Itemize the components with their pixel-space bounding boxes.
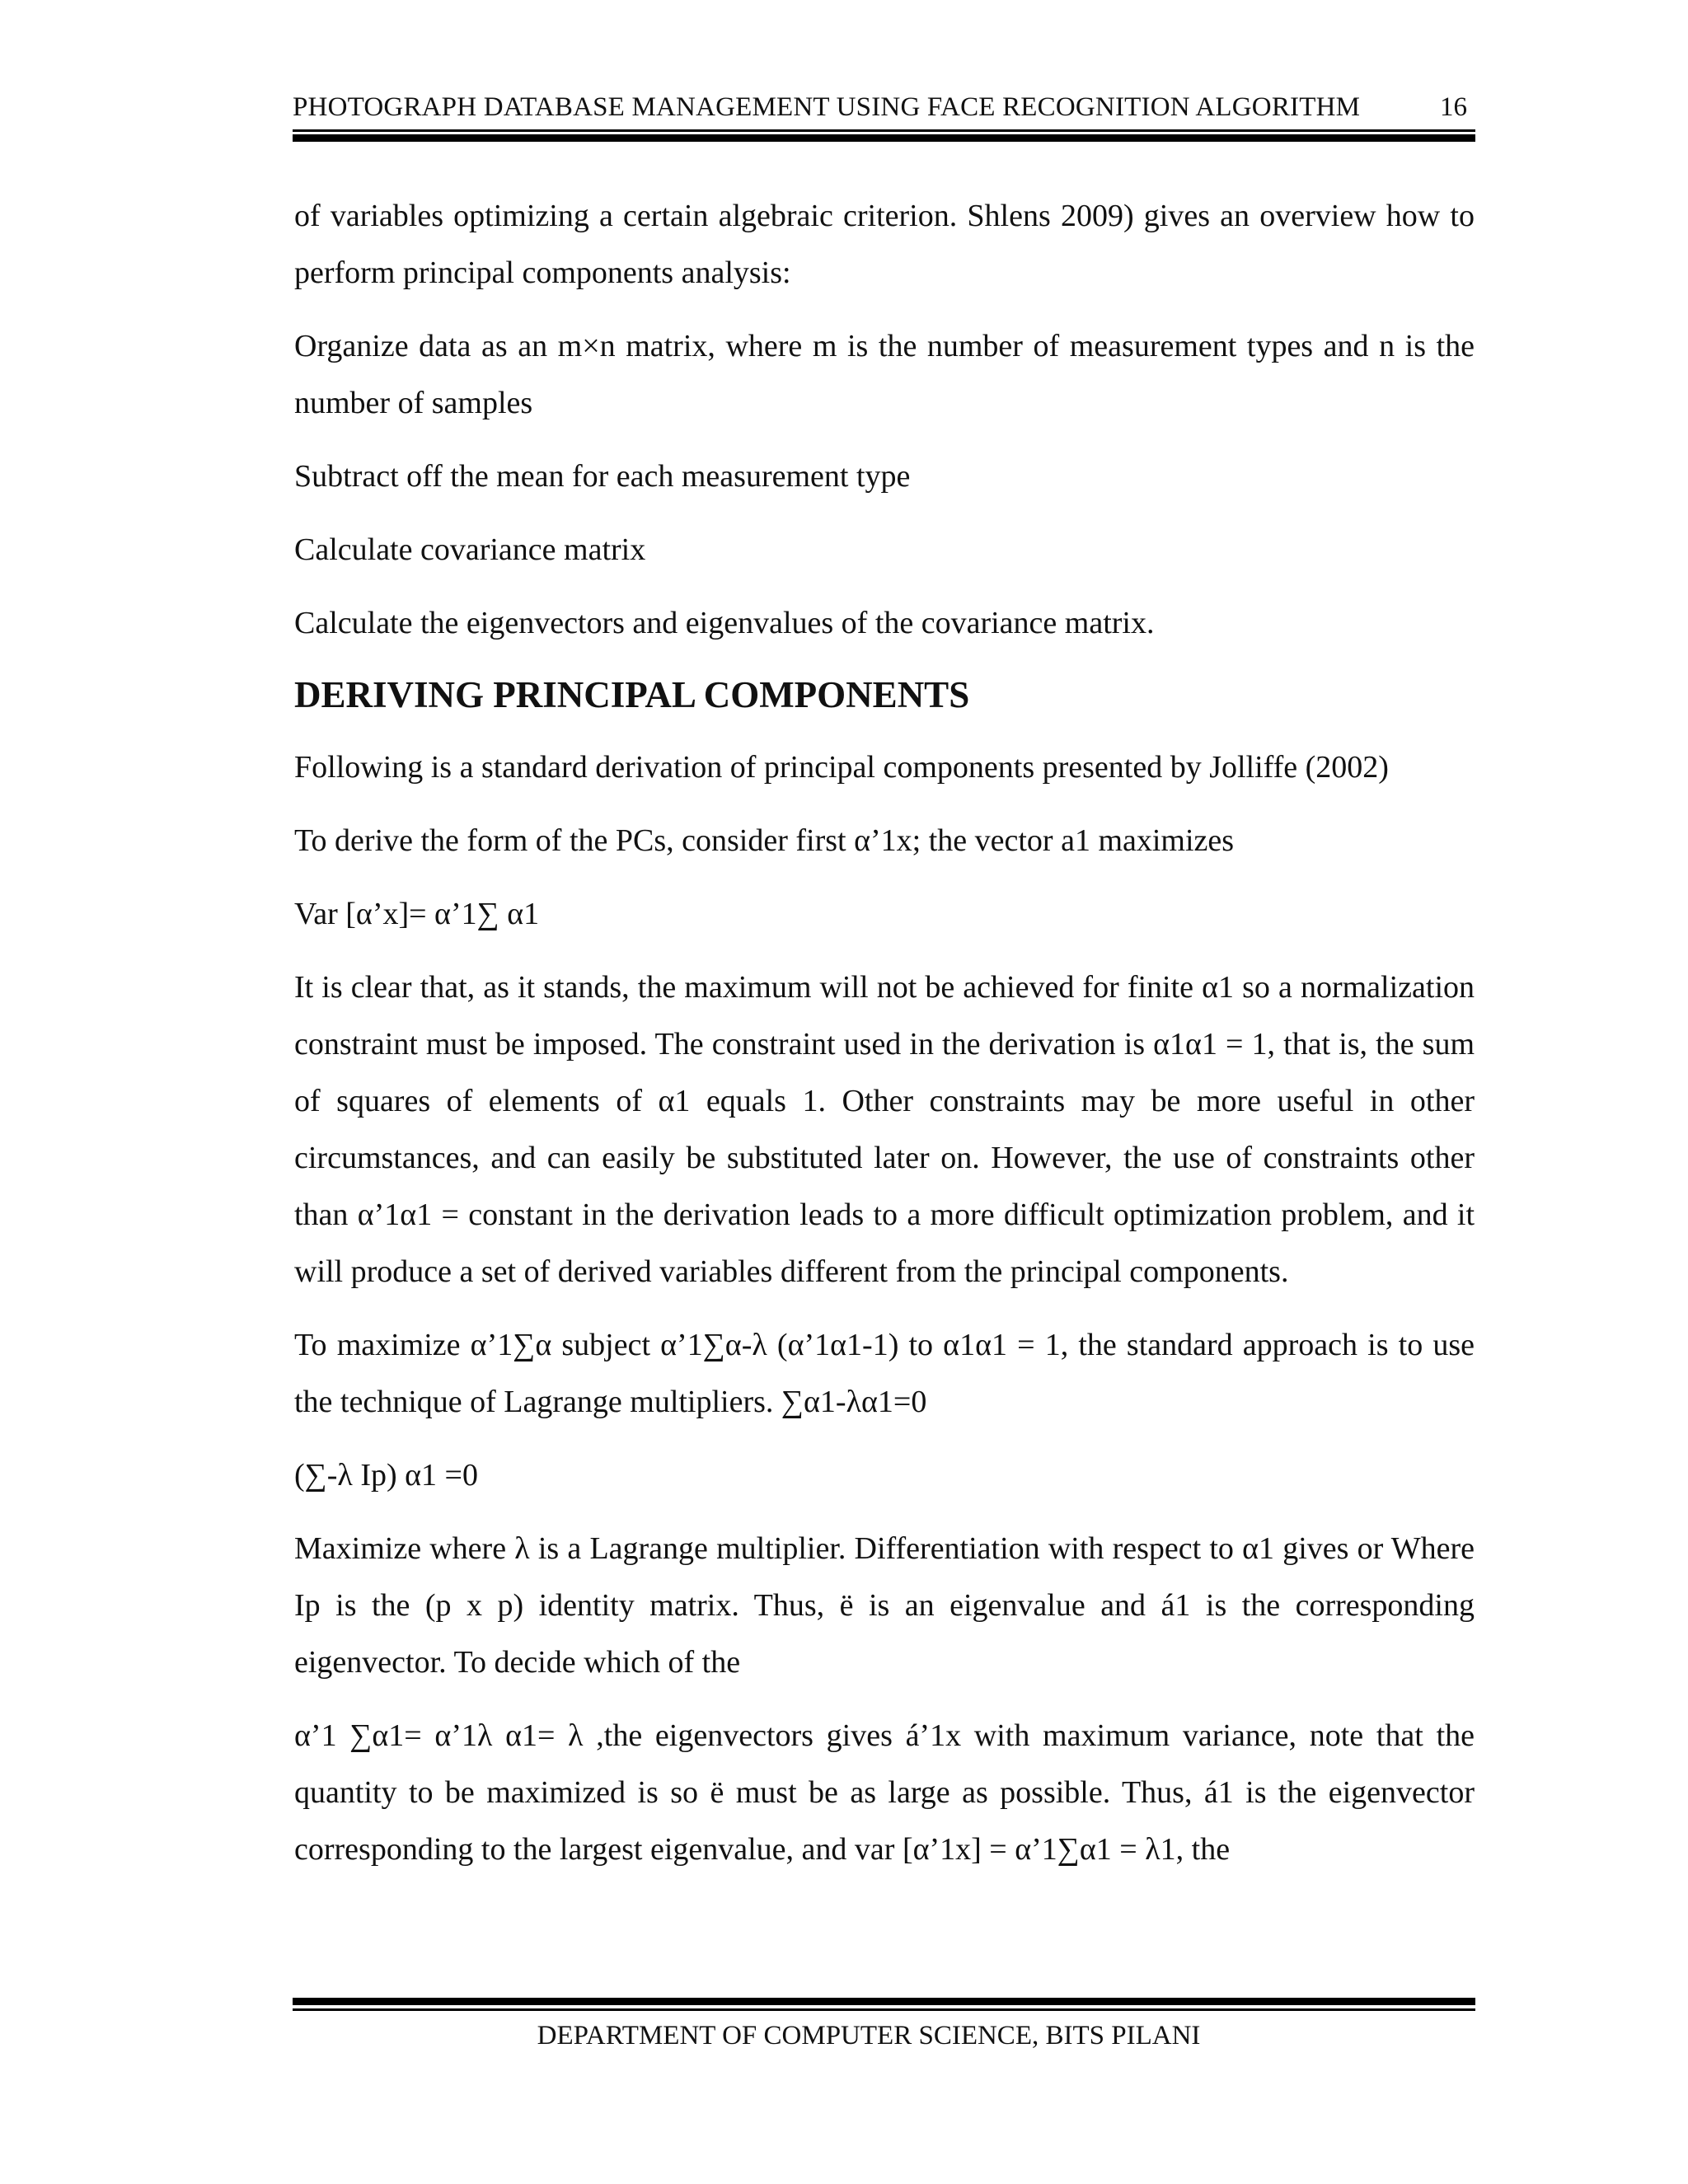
header-rule-thin (293, 129, 1475, 132)
section-heading: DERIVING PRINCIPAL COMPONENTS (294, 674, 970, 715)
page-header (293, 92, 1475, 125)
footer-rule-thick (293, 1998, 1475, 2005)
header-rule-thick (293, 134, 1475, 142)
footer-text: DEPARTMENT OF COMPUTER SCIENCE, BITS PILANI (537, 2021, 1201, 2050)
paragraph: of variables optimizing a certain algebraic criterion. Shlens 2009) gives an overview how to perform principal components analysis: (294, 199, 1475, 290)
equation: (∑-λ Ip) α1 =0 (294, 1458, 478, 1493)
page-number: 16 (1440, 92, 1467, 122)
header-title: PHOTOGRAPH DATABASE MANAGEMENT USING FACE RECOGNITION ALGORITHM (293, 92, 1361, 122)
page-body (294, 188, 1475, 1895)
paragraph: To derive the form of the PCs, consider first α’1x; the vector a1 maximizes (294, 823, 1235, 858)
footer-rule-thin (293, 2008, 1475, 2011)
paragraph: Following is a standard derivation of principal components presented by Jolliffe (2002) (294, 750, 1389, 785)
paragraph: It is clear that, as it stands, the maximum will not be achieved for finite α1 so a normalization constraint must be imposed. The constraint used in the derivation is α1α1 = 1, that is, the sum of squares of elements of α1 equals 1. Other constraints may be more useful in other circumstances, and can easily be substituted later on. However, the use of constraints other than α’1α1 = constant in the derivation leads to a more difficult optimization problem, and it will produce a set of derived variables different from the principal components. (294, 970, 1475, 1289)
paragraph: Calculate covariance matrix (294, 532, 646, 567)
paragraph: Organize data as an m×n matrix, where m is the number of measurement types and n is the number of samples (294, 329, 1475, 420)
paragraph: Calculate the eigenvectors and eigenvalues of the covariance matrix. (294, 606, 1155, 640)
paragraph: Subtract off the mean for each measurement type (294, 459, 911, 494)
paragraph: α’1 ∑α1= α’1λ α1= λ ,the eigenvectors gives á’1x with maximum variance, note that the quantity to be maximized is so ë must be as large as possible. Thus, á1 is the eigenvector corresponding to the largest eigenvalue, and var [α’1x] = α’1∑α1 = λ1, the (294, 1718, 1475, 1867)
paragraph: To maximize α’1∑α subject α’1∑α-λ (α’1α1-1) to α1α1 = 1, the standard approach is to use the technique of Lagrange multipliers. ∑α1-λα1=0 (294, 1328, 1475, 1419)
paragraph: Maximize where λ is a Lagrange multiplier. Differentiation with respect to α1 gives or Where Ip is the (p x p) identity matrix. Thus, ë is an eigenvalue and á1 is the corresponding eigenvector. To decide which of the (294, 1531, 1475, 1680)
equation: Var [α’x]= α’1∑ α1 (294, 897, 540, 931)
